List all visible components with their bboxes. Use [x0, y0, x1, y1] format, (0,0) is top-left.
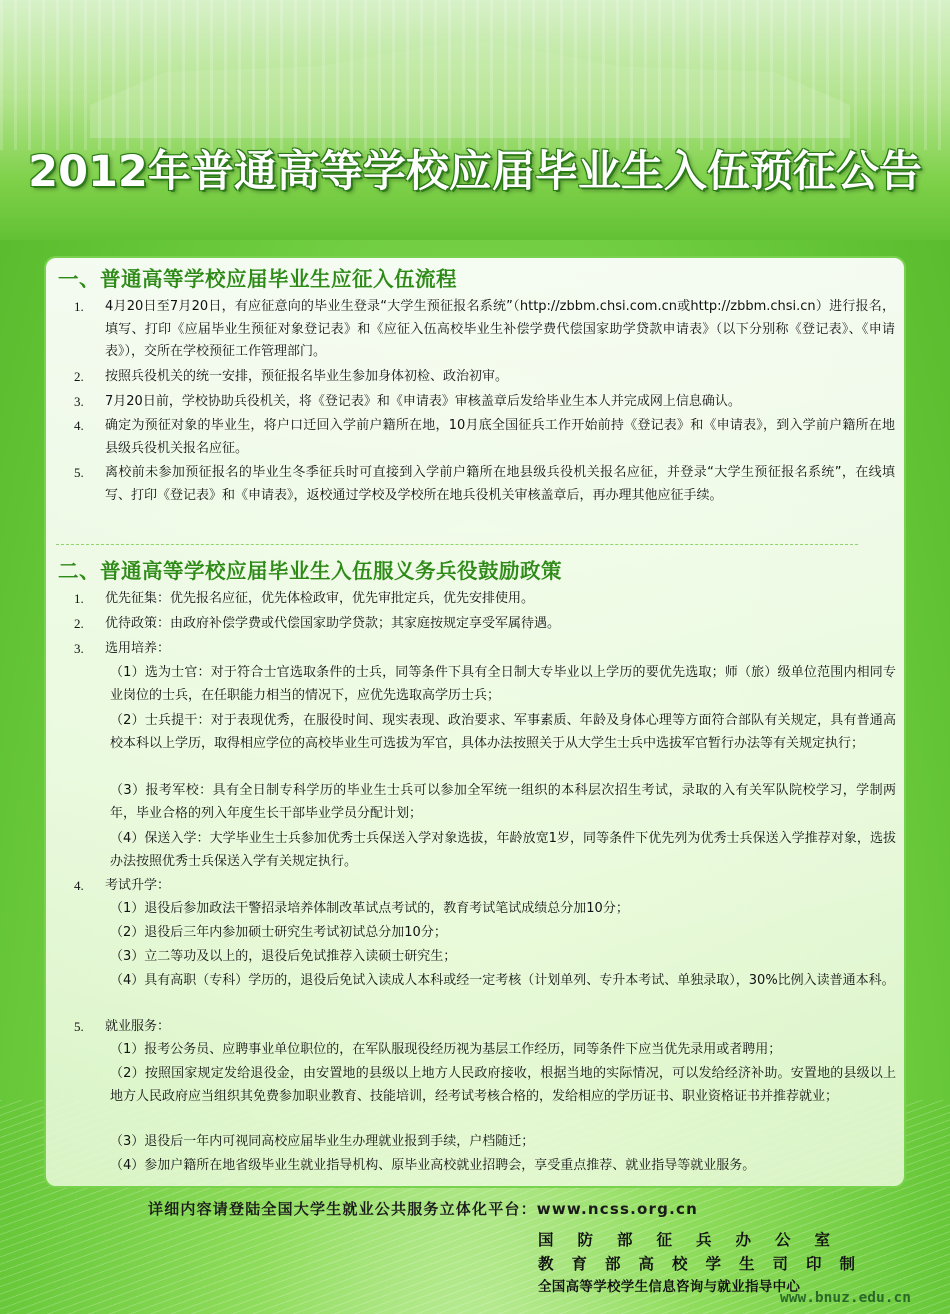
item-number: 3.	[74, 394, 84, 409]
issuer-3: 全国高等学校学生信息咨询与就业指导中心	[538, 1279, 801, 1295]
item-number: 1.	[74, 591, 84, 606]
issuer-2: 教育部高校学生司印制	[538, 1255, 874, 1273]
issuer-1: 国防部征兵办公室	[538, 1231, 855, 1249]
section1-heading: 一、普通高等学校应届毕业生应征入伍流程	[58, 267, 457, 291]
item-text: 选用培养：	[105, 641, 171, 656]
section-divider	[56, 544, 858, 545]
item-number: 5.	[74, 465, 84, 480]
item-number: 3.	[74, 641, 84, 656]
item-text: 考试升学：	[105, 878, 171, 893]
job-item-1: （1）报考公务员、应聘事业单位职位的，在军队服现役经历视为基层工作经历，同等条件下应当优先录用或者聘用；	[110, 1042, 782, 1057]
item-number: 5.	[74, 1019, 84, 1034]
item-text: 7月20日前，学校协助兵役机关，将《登记表》和《申请表》审核盖章后发给毕业生本人并完成网上信息确认。	[105, 394, 741, 409]
item-number: 4.	[74, 418, 84, 433]
exam-item-3: （3）立二等功及以上的，退役后免试推荐入读硕士研究生；	[110, 949, 457, 964]
item-text: 就业服务：	[105, 1019, 171, 1034]
item-number: 1.	[74, 299, 84, 314]
section2-heading: 二、普通高等学校应届毕业生入伍服义务兵役鼓励政策	[58, 559, 562, 583]
page-title: 2012年普通高等学校应届毕业生入伍预征公告	[28, 147, 922, 197]
item-text: 离校前未参加预征报名的毕业生冬季征兵时可直接到入学前户籍所在地县级兵役机关报名应征，并登录“大学生预征报名系统”，在线填写、打印《登记表》和《申请表》，返校通过学校及学校所在地兵役机关审核盖章后，再办理其他应征手续。	[105, 465, 895, 503]
item-number: 2.	[74, 369, 84, 384]
content-panel	[44, 256, 906, 1188]
item-number: 2.	[74, 616, 84, 631]
job-item-3: （3）退役后一年内可视同高校应届毕业生办理就业报到手续，户档随迁；	[110, 1134, 535, 1149]
platform-website-text: 详细内容请登陆全国大学生就业公共服务立体化平台：www.ncss.org.cn	[148, 1200, 698, 1218]
exam-item-2: （2）退役后三年内参加硕士研究生考试初试总分加10分；	[110, 925, 447, 940]
item-text: 优待政策：由政府补偿学费或代偿国家助学贷款；其家庭按规定享受军属待遇。	[105, 616, 561, 631]
header-banner	[0, 0, 950, 240]
job-item-2: （2）按照国家规定发给退役金，由安置地的县级以上地方人民政府接收，根据当地的实际情况，可以发给经济补助。安置地的县级以上地方人民政府应当组织其免费参加职业教育、技能培训，经考试考核合格的，发给相应的学历证书、职业资格证书并推荐就业；	[110, 1066, 896, 1104]
training-item-2: （2）士兵提干：对于表现优秀，在服役时间、现实表现、政治要求、军事素质、年龄及身体心理等方面符合部队有关规定，具有普通高校本科以上学历，取得相应学位的高校毕业生可选拔为军官，具体办法按照关于从大学生士兵中选拔军官暂行办法等有关规定执行；	[110, 713, 896, 751]
item-text: 按照兵役机关的统一安排，预征报名毕业生参加身体初检、政治初审。	[105, 369, 509, 384]
exam-item-4: （4）具有高职（专科）学历的，退役后免试入读成人本科或经一定考核（计划单列、专升本考试、单独录取），30%比例入读普通本科。	[110, 973, 895, 988]
item-text: 确定为预征对象的毕业生，将户口迁回入学前户籍所在地，10月底全国征兵工作开始前持《登记表》和《申请表》，到入学前户籍所在地县级兵役机关报名应征。	[105, 418, 895, 456]
job-item-4: （4）参加户籍所在地省级毕业生就业指导机构、原毕业高校就业招聘会，享受重点推荐、就业指导等就业服务。	[110, 1158, 756, 1173]
training-item-1: （1）选为士官：对于符合士官选取条件的士兵，同等条件下具有全日制大专毕业以上学历的要优先选取；师（旅）级单位范围内相同专业岗位的士兵，在任职能力相当的情况下，应优先选取高学历士兵；	[110, 665, 896, 703]
exam-item-1: （1）退役后参加政法干警招录培养体制改革试点考试的，教育考试笔试成绩总分加10分；	[110, 901, 629, 916]
training-item-3: （3）报考军校：具有全日制专科学历的毕业生士兵可以参加全军统一组织的本科层次招生考试，录取的入有关军队院校学习，学制两年，毕业合格的列入年度生长干部毕业学员分配计划；	[110, 783, 896, 821]
item-text: 4月20日至7月20日，有应征意向的毕业生登录“大学生预征报名系统”（http://zbbm.chsi.com.cn或http://zbbm.chsi.cn）进行报名，填写、打印《应届毕业生预征对象登记表》和《应征入伍高校毕业生补偿学费代偿国家助学贷款申请表》（以下分别称《登记表》、《申请表》），交所在学校预征工作管理部门。	[105, 299, 895, 359]
site-watermark: www.bnuz.edu.cn	[780, 1290, 911, 1306]
item-text: 优先征集：优先报名应征，优先体检政审，优先审批定兵，优先安排使用。	[105, 591, 535, 606]
item-number: 4.	[74, 878, 84, 893]
training-item-4: （4）保送入学：大学毕业生士兵参加优秀士兵保送入学对象选拔，年龄放宽1岁，同等条件下优先列为优秀士兵保送入学推荐对象，选拔办法按照优秀士兵保送入学有关规定执行。	[110, 831, 896, 869]
